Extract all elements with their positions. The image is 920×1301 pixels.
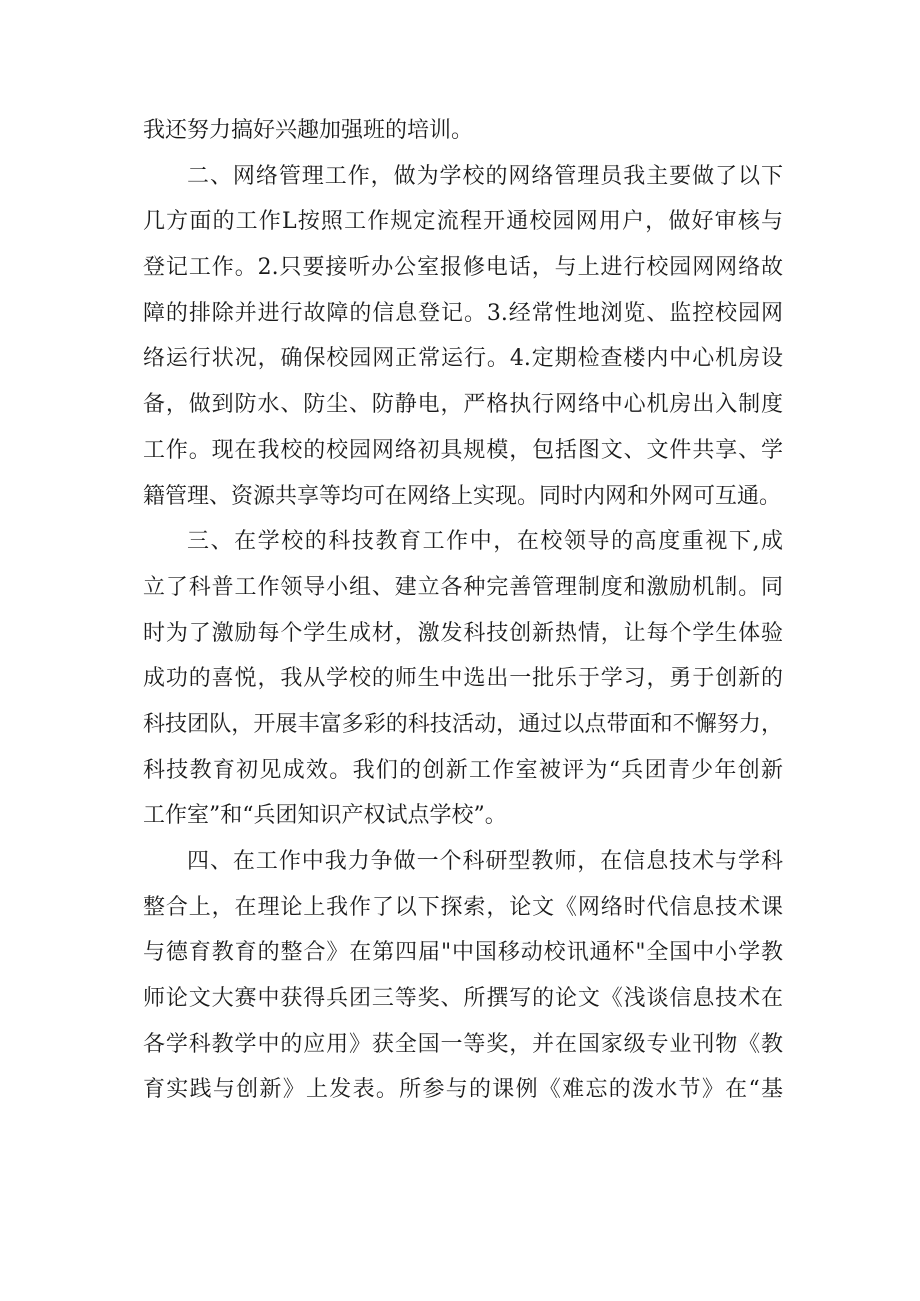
text-line: 时为了激励每个学生成材，激发科技创新热情，让每个学生体验 <box>143 620 783 646</box>
text-line: 各学科教学中的应用》获全国一等奖，并在国家级专业刊物《教 <box>143 1031 783 1057</box>
text-line: 整合上，在理论上我作了以下探索，论文《网络时代信息技术课 <box>143 894 783 920</box>
text-line: 几方面的工作L按照工作规定流程开通校园网用户，做好审核与 <box>143 209 783 235</box>
text-line: 三、在学校的科技教育工作中，在校领导的高度重视下,成 <box>187 529 783 555</box>
text-line: 工作室”和“兵团知识产权试点学校”。 <box>143 803 507 829</box>
text-line: 四、在工作中我力争做一个科研型教师，在信息技术与学科 <box>187 849 783 874</box>
text-line: 备，做到防水、防尘、防静电，严格执行网络中心机房出入制度 <box>143 392 783 418</box>
text-line: 籍管理、资源共享等均可在网络上实现。同时内网和外网可互通。 <box>143 483 782 509</box>
text-line: 科技教育初见成效。我们的创新工作室被评为“兵团青少年创新 <box>143 757 783 783</box>
text-line: 与德育教育的整合》在第四届"中国移动校讯通杯"全国中小学教 <box>143 940 783 966</box>
text-line: 工作。现在我校的校园网络初具规模，包括图文、文件共享、学 <box>143 437 783 463</box>
text-line: 立了科普工作领导小组、建立各种完善管理制度和激励机制。同 <box>143 574 783 600</box>
text-line: 师论文大赛中获得兵团三等奖、所撰写的论文《浅谈信息技术在 <box>143 986 783 1012</box>
body-text <box>143 108 783 1113</box>
text-line: 登记工作。2.只要接听办公室报修电话，与上进行校园网网络故 <box>143 255 783 281</box>
text-line: 育实践与创新》上发表。所参与的课例《难忘的泼水节》在“基 <box>143 1077 783 1103</box>
text-line: 我还努力搞好兴趣加强班的培训。 <box>143 118 474 143</box>
text-line: 科技团队，开展丰富多彩的科技活动，通过以点带面和不懈努力， <box>143 711 783 737</box>
text-line: 障的排除并进行故障的信息登记。3.经常性地浏览、监控校园网 <box>143 300 783 326</box>
text-line: 成功的喜悦，我从学校的师生中选出一批乐于学习，勇于创新的 <box>143 666 783 692</box>
text-line: 络运行状况，确保校园网正常运行。4.定期检查楼内中心机房设 <box>143 346 783 372</box>
text-line: 二、网络管理工作，做为学校的网络管理员我主要做了以下 <box>187 163 783 189</box>
